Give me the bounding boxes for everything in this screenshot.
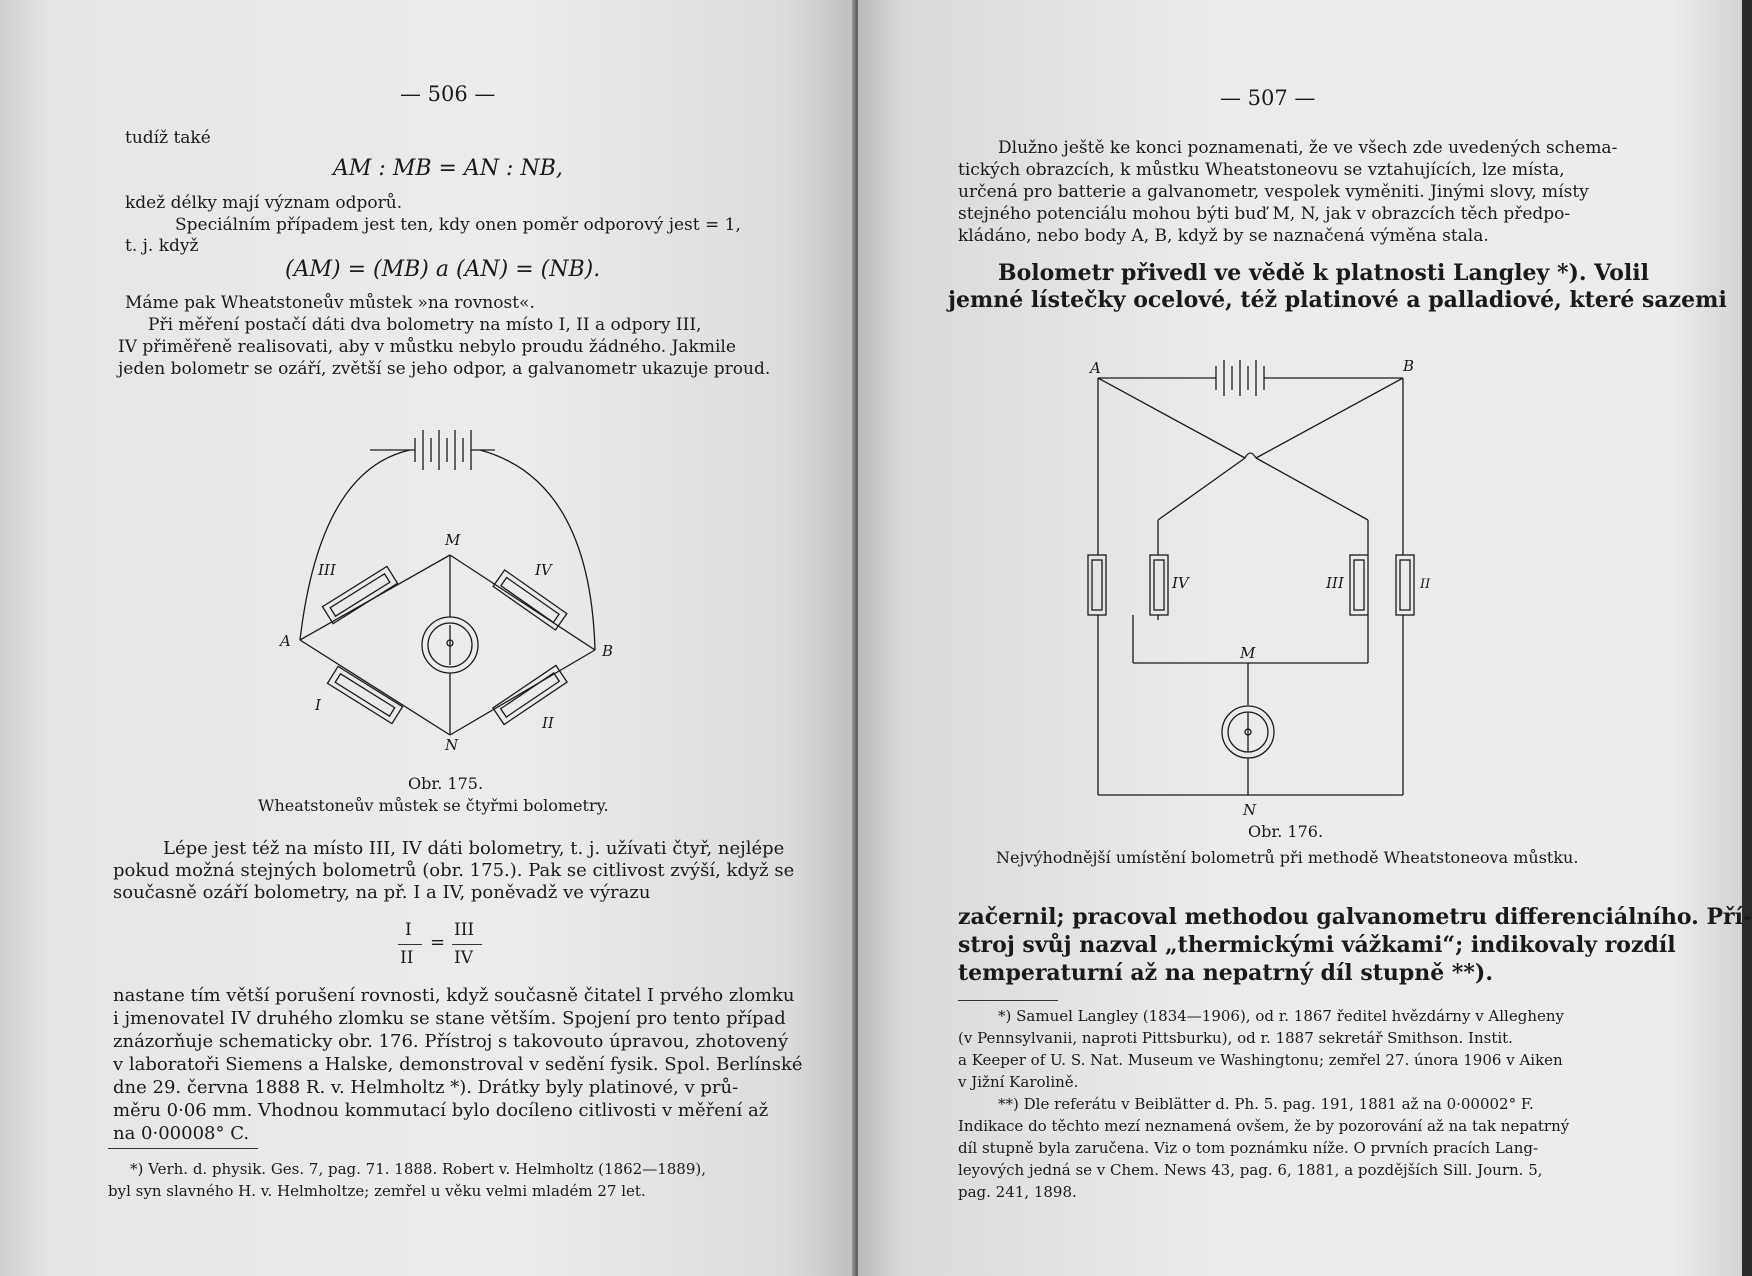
label-II: II [1420, 577, 1431, 592]
text-line: pokud možná stejných bolometrů (obr. 175.). Pak se citlivost zvýší, když se [113, 860, 795, 881]
battery-icon [1098, 360, 1403, 396]
footnote-line: byl syn slavného H. v. Helmholtze; zemřel u věku velmi mladém 27 let. [108, 1182, 646, 1200]
resistor-outer-left [1088, 555, 1106, 615]
text-line: tudíž také [125, 128, 211, 148]
equation-proportion: AM : MB = AN : NB, [333, 156, 563, 181]
text-line: kdež délky mají význam odporů. [125, 193, 403, 213]
figure-176-caption: Nejvýhodnější umístění bolometrů při methodě Wheatstoneova můstku. [996, 848, 1579, 867]
text-line: současně ozáří bolometry, na př. I a IV, poněvadž ve výrazu [113, 882, 651, 903]
resistor-IV [493, 570, 567, 630]
fraction-expression [398, 920, 488, 990]
text-line: dne 29. června 1888 R. v. Helmholtz *). Drátky byly platinové, v prů- [113, 1077, 739, 1098]
figure-175-bridge-diagram [280, 410, 640, 754]
resistor-III [1350, 555, 1368, 615]
text-line: měru 0·06 mm. Vhodnou kommutací bylo docíleno citlivosti v měření až [113, 1100, 769, 1121]
equation-equal-resistances: (AM) = (MB) a (AN) = (NB). [285, 257, 601, 282]
label-A: A [1090, 359, 1101, 377]
text-line: jeden bolometr se ozáří, zvětší se jeho odpor, a galvanometr ukazuje proud. [118, 359, 771, 379]
label-M: M [1240, 644, 1256, 662]
footnote-line: Indikace do těchto mezí neznamená ovšem, že by pozorování až na tak nepatrný [958, 1117, 1570, 1135]
text-line-large: stroj svůj nazval „thermickými vážkami“; indikovaly rozdíl [958, 932, 1676, 958]
left-page [0, 0, 856, 1276]
footnote-line: leyových jedná se v Chem. News 43, pag. 6, 1881, a pozdějších Sill. Journ. 5, [958, 1161, 1543, 1179]
figure-175-caption: Wheatstoneův můstek se čtyřmi bolometry. [258, 796, 609, 815]
footnote-line: *) Verh. d. physik. Ges. 7, pag. 71. 1888. Robert v. Helmholtz (1862—1889), [130, 1160, 706, 1178]
label-III: III [318, 561, 336, 579]
text-line: určená pro batterie a galvanometr, vespolek vyměniti. Jinými slovy, místy [958, 182, 1589, 202]
label-M: M [445, 531, 461, 549]
label-IV: IV [1172, 574, 1189, 592]
right-page [858, 0, 1752, 1276]
footnote-rule [958, 1000, 1058, 1001]
resistor-II [493, 665, 567, 724]
text-line: stejného potenciálu mohou býti buď M, N, jak v obrazcích těch předpo- [958, 204, 1571, 224]
text-line: Speciálním případem jest ten, kdy onen poměr odporový jest = 1, [175, 215, 741, 235]
label-IV: IV [535, 561, 552, 579]
resistor-I [327, 666, 402, 723]
text-line: kládáno, nebo body A, B, když by se naznačená výměna stala. [958, 226, 1489, 246]
footnote-line: díl stupně byla zaručena. Viz o tom poznámku níže. O prvních pracích Lang- [958, 1139, 1539, 1157]
text-line: Lépe jest též na místo III, IV dáti bolometry, t. j. užívati čtyř, nejlépe [163, 838, 785, 859]
footnote-line: **) Dle referátu v Beiblätter d. Ph. 5. pag. 191, 1881 až na 0·00002° F. [998, 1095, 1534, 1113]
fraction-numerator-1: I [405, 920, 412, 940]
label-II: II [542, 714, 554, 732]
fraction-numerator-2: III [454, 920, 475, 940]
footnote-line: v Jižní Karolině. [958, 1073, 1079, 1091]
figure-176-number: Obr. 176. [1248, 822, 1324, 841]
text-line-large: jemné lístečky ocelové, též platinové a palladiové, které sazemi [948, 287, 1727, 313]
label-I: I [315, 696, 321, 714]
text-line: IV přiměřeně realisovati, aby v můstku nebylo proudu žádného. Jakmile [118, 337, 736, 357]
text-line: tických obrazcích, k můstku Wheatstoneovu se vztahujících, lze místa, [958, 160, 1565, 180]
footnote-line: a Keeper of U. S. Nat. Museum ve Washingtonu; zemřel 27. února 1906 v Aiken [958, 1051, 1563, 1069]
resistor-II [1396, 555, 1414, 615]
label-N: N [1243, 801, 1257, 819]
text-line: Při měření postačí dáti dva bolometry na místo I, II a odpory III, [148, 315, 702, 335]
label-N: N [445, 736, 459, 754]
footnote-line: (v Pennsylvanii, naproti Pittsburku), od r. 1887 sekretář Smithson. Instit. [958, 1029, 1513, 1047]
figure-176-bridge-diagram [1088, 357, 1431, 820]
text-line: znázorňuje schematicky obr. 176. Přístroj s takovouto úpravou, zhotovený [113, 1031, 789, 1052]
text-line: Máme pak Wheatstoneův můstek »na rovnost«. [125, 293, 535, 313]
text-line: na 0·00008° C. [113, 1123, 250, 1144]
text-line-large: začernil; pracoval methodou galvanometru differenciálního. Pří- [958, 904, 1752, 930]
text-line: v laboratoři Siemens a Halske, demonstroval v sedění fysik. Spol. Berlínské [113, 1054, 803, 1075]
resistor-IV [1150, 555, 1168, 615]
text-line: Dlužno ještě ke konci poznamenati, že ve všech zde uvedených schema- [998, 138, 1618, 158]
fraction-denominator-2: IV [454, 948, 473, 968]
label-B: B [1403, 357, 1415, 375]
figure-175-number: Obr. 175. [408, 774, 484, 793]
battery-icon [370, 430, 495, 470]
galvanometer-icon [1222, 706, 1274, 758]
fraction-denominator-1: II [400, 948, 414, 968]
text-line: i jmenovatel IV druhého zlomku se stane větším. Spojení pro tento případ [113, 1008, 786, 1029]
text-line: nastane tím větší porušení rovnosti, když současně čitatel I prvého zlomku [113, 985, 795, 1006]
text-line: t. j. když [125, 236, 199, 256]
label-A: A [280, 632, 291, 650]
text-line-large: Bolometr přivedl ve vědě k platnosti Langley *). Volil [998, 260, 1649, 286]
footnote-line: pag. 241, 1898. [958, 1183, 1077, 1201]
page-number-506: — 506 — [400, 82, 496, 106]
footnote-rule [108, 1148, 258, 1149]
label-B: B [602, 642, 614, 660]
page-number-507: — 507 — [1220, 86, 1316, 110]
label-III: III [1326, 574, 1344, 592]
text-line-large: temperaturní až na nepatrný díl stupně **). [958, 960, 1493, 986]
footnote-line: *) Samuel Langley (1834—1906), od r. 1867 ředitel hvězdárny v Allegheny [998, 1007, 1565, 1025]
galvanometer-icon [422, 617, 478, 673]
fraction-equals: = [430, 932, 446, 953]
